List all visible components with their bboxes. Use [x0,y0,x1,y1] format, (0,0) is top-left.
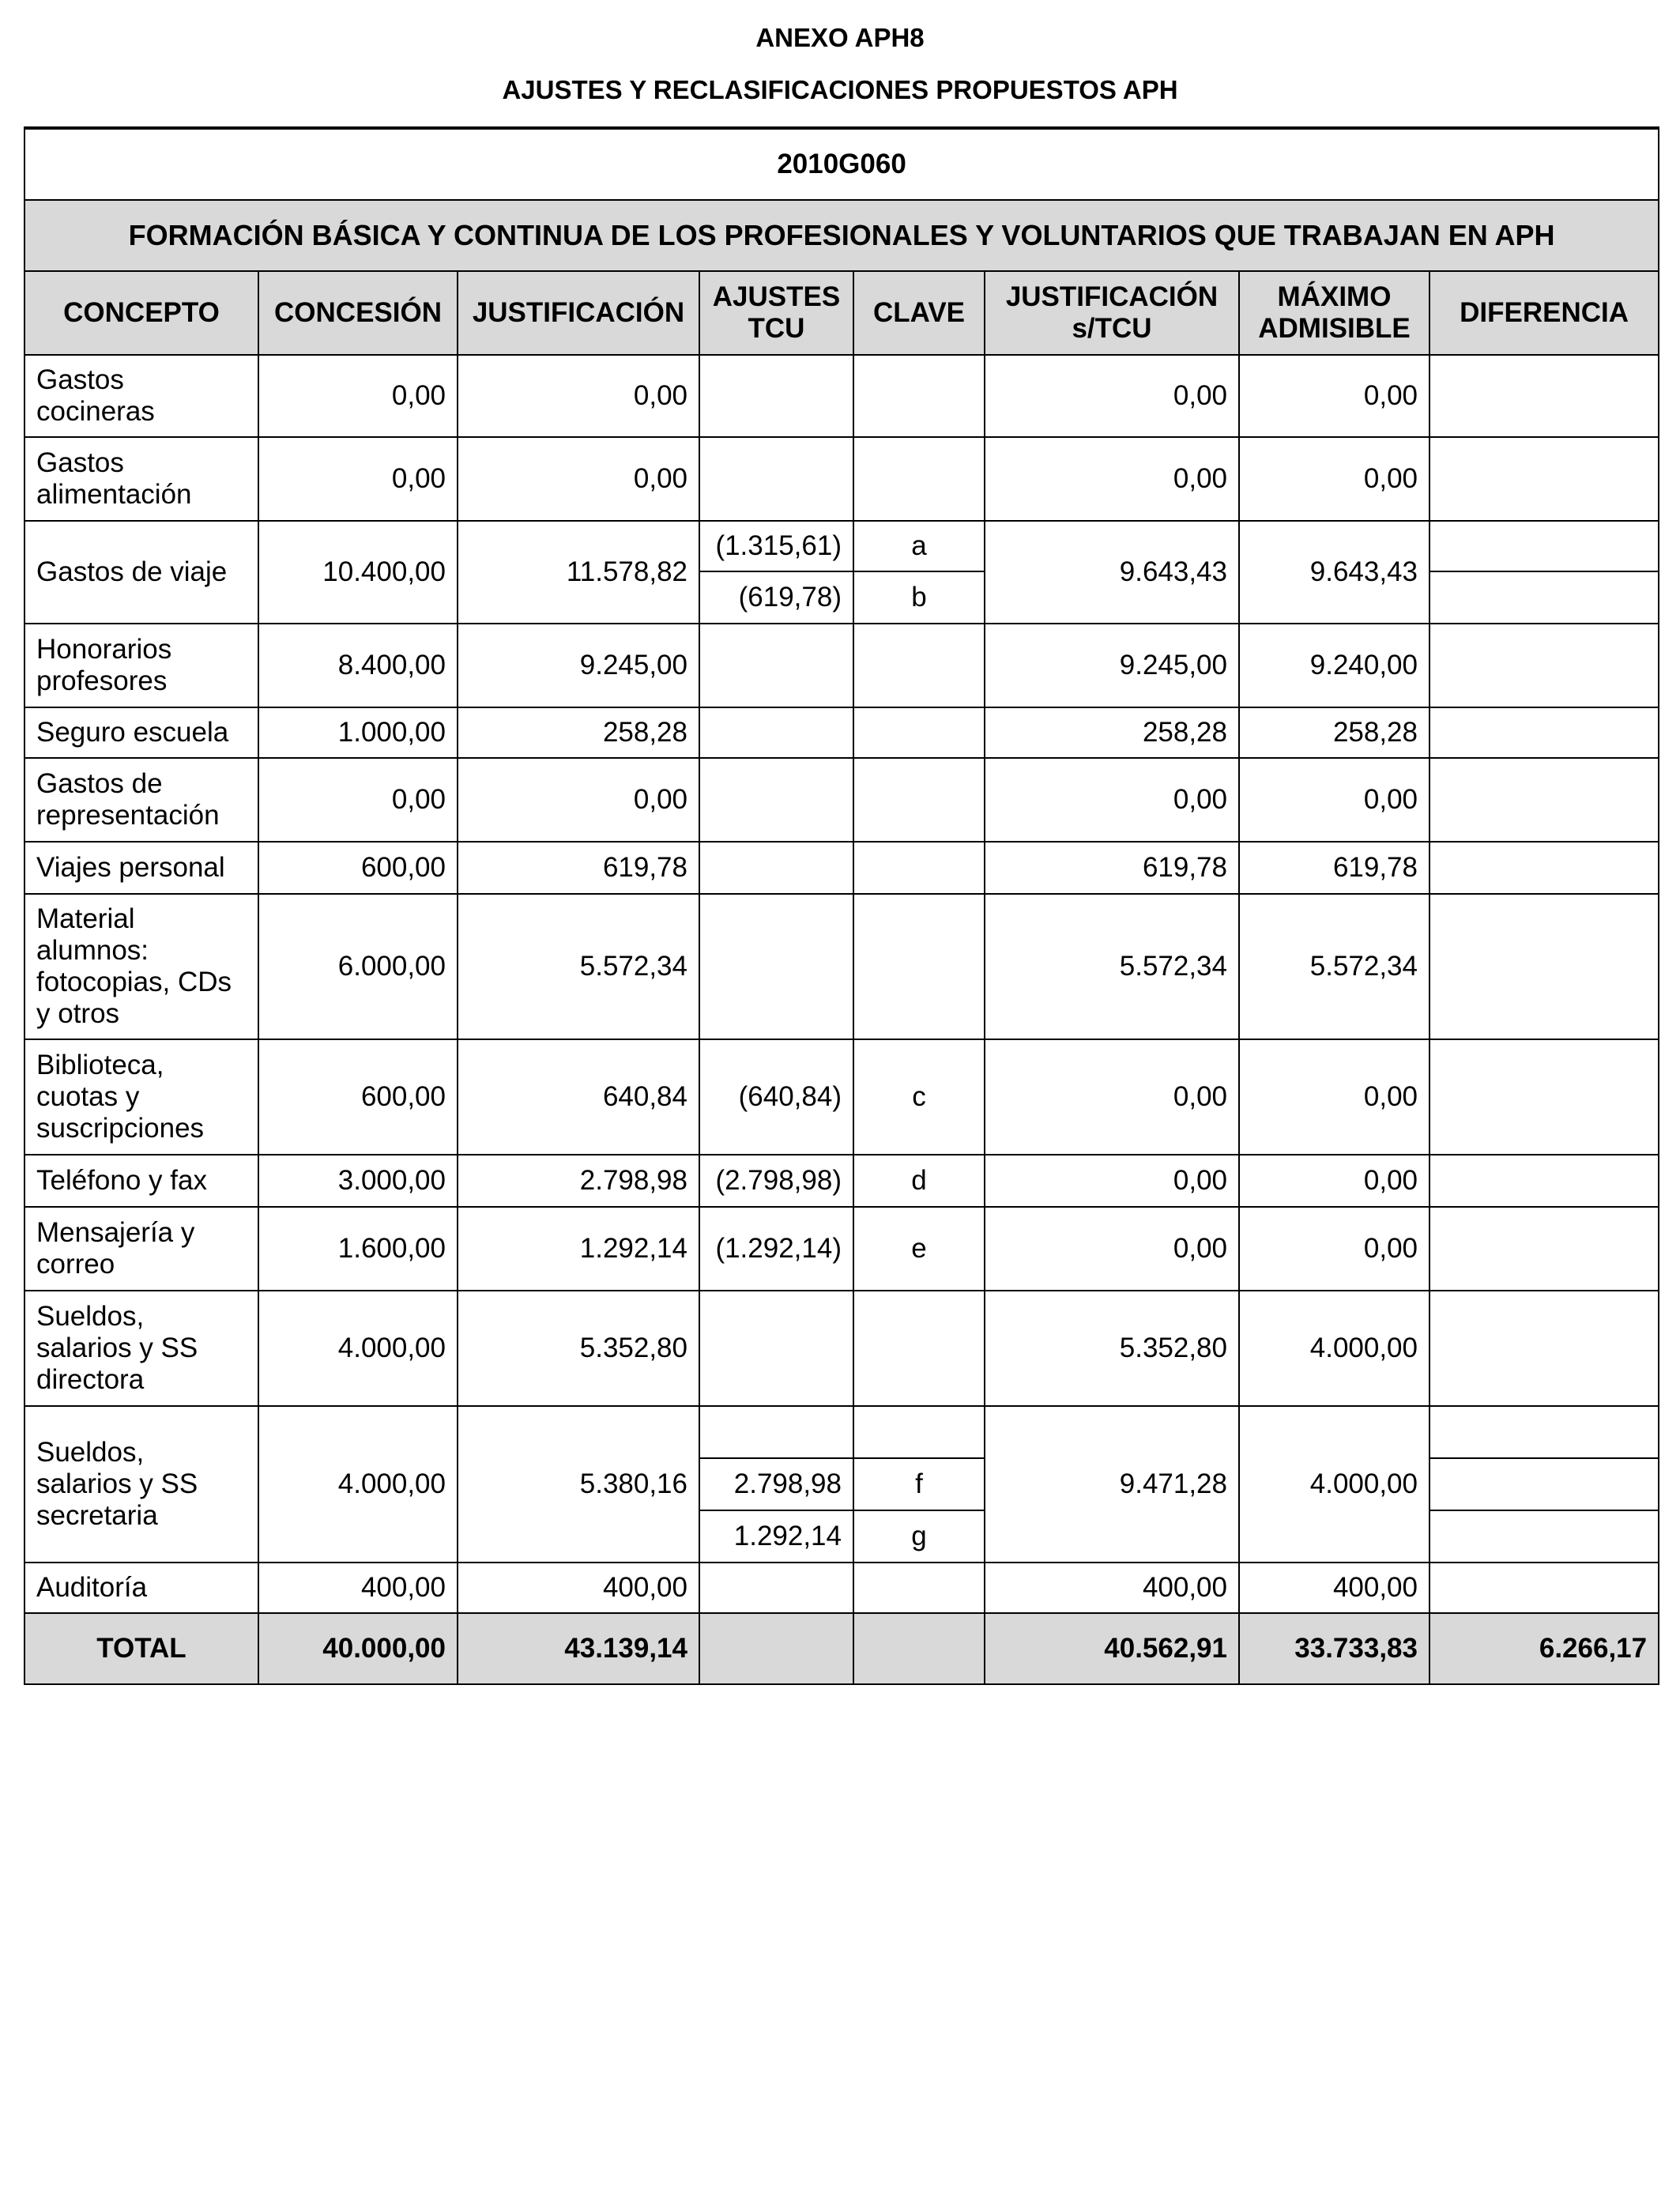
table-row [24,437,1659,521]
annex-title: ANEXO APH8 [755,23,925,52]
cell-concepto: Teléfono y fax [24,1155,258,1207]
total-concesion: 40.000,00 [258,1613,458,1684]
cell-ajustes: 2.798,98 [699,1458,853,1510]
cell-maximo: 0,00 [1239,1039,1430,1155]
table-row [24,624,1659,707]
col-justificacion-stcu: JUSTIFICACIÓN s/TCU [985,271,1239,355]
cell-ajustes: (640,84) [699,1039,853,1155]
cell-concepto: Gastos de representación [24,758,258,842]
cell-concesion: 8.400,00 [258,624,458,707]
cell-ajustes [699,1291,853,1406]
cell-clave: d [853,1155,985,1207]
cell-clave: a [853,521,985,571]
cell-maximo: 619,78 [1239,842,1430,894]
cell-diferencia [1430,1510,1659,1563]
cell-ajustes [699,437,853,521]
expedient-code: 2010G060 [24,128,1659,200]
cell-clave: f [853,1458,985,1510]
cell-diferencia [1430,894,1659,1039]
col-maximo-admisible: MÁXIMO ADMISIBLE [1239,271,1430,355]
cell-maximo: 4.000,00 [1239,1291,1430,1406]
cell-diferencia [1430,437,1659,521]
cell-clave: g [853,1510,985,1563]
cell-maximo: 258,28 [1239,707,1430,758]
cell-justificacion: 0,00 [458,355,699,437]
cell-just-stcu: 0,00 [985,1039,1239,1155]
table-row [24,1155,1659,1207]
cell-concepto: Mensajería y correo [24,1207,258,1291]
cell-justificacion: 640,84 [458,1039,699,1155]
cell-diferencia [1430,1155,1659,1207]
cell-concepto: Gastos de viaje [24,521,258,624]
col-clave: CLAVE [853,271,985,355]
cell-clave [853,1406,985,1458]
col-concesion: CONCESIÓN [258,271,458,355]
cell-concesion: 4.000,00 [258,1291,458,1406]
cell-diferencia [1430,624,1659,707]
cell-ajustes [699,758,853,842]
cell-ajustes: (1.292,14) [699,1207,853,1291]
col-concepto: CONCEPTO [24,271,258,355]
cell-ajustes [699,707,853,758]
cell-concesion: 0,00 [258,355,458,437]
total-label: TOTAL [24,1613,258,1684]
cell-concesion: 4.000,00 [258,1406,458,1563]
col-justificacion: JUSTIFICACIÓN [458,271,699,355]
cell-justificacion: 5.352,80 [458,1291,699,1406]
cell-justificacion: 11.578,82 [458,521,699,624]
cell-maximo: 9.240,00 [1239,624,1430,707]
cell-diferencia [1430,1039,1659,1155]
cell-just-stcu: 258,28 [985,707,1239,758]
cell-justificacion: 0,00 [458,758,699,842]
cell-justificacion: 0,00 [458,437,699,521]
total-maximo: 33.733,83 [1239,1613,1430,1684]
total-row [24,1613,1659,1684]
cell-concepto: Sueldos, salarios y SS directora [24,1291,258,1406]
cell-concepto: Viajes personal [24,842,258,894]
cell-just-stcu: 0,00 [985,758,1239,842]
cell-clave [853,437,985,521]
table-row [24,842,1659,894]
cell-diferencia [1430,355,1659,437]
cell-just-stcu: 9.643,43 [985,521,1239,624]
cell-concepto: Honorarios profesores [24,624,258,707]
cell-ajustes: (1.315,61) [699,521,853,571]
document-subtitle: AJUSTES Y RECLASIFICACIONES PROPUESTOS APH [502,75,1178,104]
cell-just-stcu: 619,78 [985,842,1239,894]
cell-concepto: Material alumnos: fotocopias, CDs y otros [24,894,258,1039]
cell-justificacion: 5.572,34 [458,894,699,1039]
cell-concepto: Gastos cocineras [24,355,258,437]
total-justificacion: 43.139,14 [458,1613,699,1684]
cell-clave [853,707,985,758]
cell-ajustes [699,1563,853,1613]
cell-justificacion: 619,78 [458,842,699,894]
col-diferencia: DIFERENCIA [1430,271,1659,355]
cell-maximo: 0,00 [1239,355,1430,437]
cell-diferencia [1430,571,1659,624]
cell-just-stcu: 5.352,80 [985,1291,1239,1406]
cell-maximo: 0,00 [1239,1155,1430,1207]
cell-just-stcu: 0,00 [985,437,1239,521]
table-row [24,1291,1659,1406]
cell-diferencia [1430,842,1659,894]
table-row [24,1039,1659,1155]
cell-just-stcu: 5.572,34 [985,894,1239,1039]
table-row [24,521,1659,571]
cell-diferencia [1430,1458,1659,1510]
table-row [24,707,1659,758]
table-row [24,355,1659,437]
table-row [24,1563,1659,1613]
adjustments-table [24,126,1659,1685]
cell-ajustes: (619,78) [699,571,853,624]
cell-clave [853,758,985,842]
cell-concesion: 3.000,00 [258,1155,458,1207]
cell-concesion: 10.400,00 [258,521,458,624]
cell-clave: c [853,1039,985,1155]
cell-clave [853,1563,985,1613]
cell-clave [853,894,985,1039]
cell-just-stcu: 9.471,28 [985,1406,1239,1563]
cell-justificacion: 400,00 [458,1563,699,1613]
cell-ajustes [699,355,853,437]
table-row [24,1406,1659,1458]
cell-concesion: 6.000,00 [258,894,458,1039]
cell-concesion: 1.000,00 [258,707,458,758]
cell-maximo: 9.643,43 [1239,521,1430,624]
section-title: FORMACIÓN BÁSICA Y CONTINUA DE LOS PROFESIONALES Y VOLUNTARIOS QUE TRABAJAN EN APH [24,200,1659,271]
cell-ajustes [699,624,853,707]
cell-ajustes: 1.292,14 [699,1510,853,1563]
cell-clave [853,624,985,707]
cell-just-stcu: 0,00 [985,1207,1239,1291]
cell-concesion: 600,00 [258,1039,458,1155]
cell-ajustes [699,842,853,894]
cell-concepto: Gastos alimentación [24,437,258,521]
cell-diferencia [1430,521,1659,571]
cell-ajustes [699,894,853,1039]
total-ajustes [699,1613,853,1684]
cell-concepto: Auditoría [24,1563,258,1613]
cell-clave [853,355,985,437]
table-row [24,894,1659,1039]
cell-ajustes: (2.798,98) [699,1155,853,1207]
cell-justificacion: 2.798,98 [458,1155,699,1207]
cell-diferencia [1430,758,1659,842]
total-clave [853,1613,985,1684]
col-ajustes-tcu: AJUSTES TCU [699,271,853,355]
total-diferencia: 6.266,17 [1430,1613,1659,1684]
cell-clave: b [853,571,985,624]
cell-justificacion: 5.380,16 [458,1406,699,1563]
cell-diferencia [1430,707,1659,758]
cell-ajustes [699,1406,853,1458]
cell-concepto: Seguro escuela [24,707,258,758]
cell-clave [853,1291,985,1406]
cell-just-stcu: 0,00 [985,355,1239,437]
cell-maximo: 400,00 [1239,1563,1430,1613]
table-row [24,758,1659,842]
cell-concepto: Sueldos, salarios y SS secretaria [24,1406,258,1563]
cell-just-stcu: 0,00 [985,1155,1239,1207]
cell-concesion: 0,00 [258,758,458,842]
column-headers [24,271,1659,355]
cell-diferencia [1430,1207,1659,1291]
cell-concesion: 400,00 [258,1563,458,1613]
cell-maximo: 0,00 [1239,1207,1430,1291]
cell-diferencia [1430,1406,1659,1458]
cell-just-stcu: 9.245,00 [985,624,1239,707]
cell-justificacion: 9.245,00 [458,624,699,707]
cell-diferencia [1430,1291,1659,1406]
cell-clave [853,842,985,894]
cell-concesion: 0,00 [258,437,458,521]
cell-concesion: 600,00 [258,842,458,894]
cell-diferencia [1430,1563,1659,1613]
cell-concepto: Biblioteca, cuotas y suscripciones [24,1039,258,1155]
cell-justificacion: 258,28 [458,707,699,758]
cell-justificacion: 1.292,14 [458,1207,699,1291]
total-just-stcu: 40.562,91 [985,1613,1239,1684]
cell-just-stcu: 400,00 [985,1563,1239,1613]
table-row [24,1207,1659,1291]
cell-clave: e [853,1207,985,1291]
cell-concesion: 1.600,00 [258,1207,458,1291]
cell-maximo: 0,00 [1239,437,1430,521]
cell-maximo: 5.572,34 [1239,894,1430,1039]
cell-maximo: 0,00 [1239,758,1430,842]
cell-maximo: 4.000,00 [1239,1406,1430,1563]
